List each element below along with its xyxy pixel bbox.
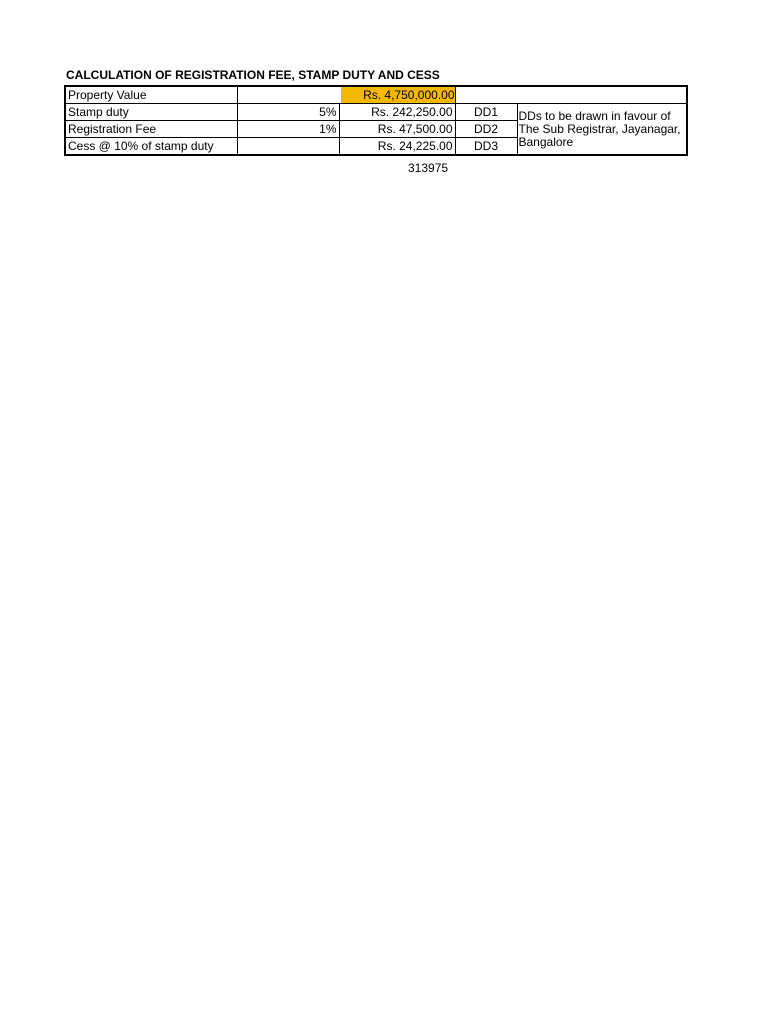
row-rate[interactable]	[237, 138, 339, 156]
row-label[interactable]: Stamp duty	[65, 104, 237, 121]
row-amount[interactable]: Rs. 47,500.00	[339, 121, 455, 138]
table-row	[65, 104, 687, 121]
row-label[interactable]: Cess @ 10% of stamp duty	[65, 138, 237, 156]
property-value-amount: Rs. 4,750,000.00	[341, 87, 455, 103]
row-rate[interactable]: 5%	[237, 104, 339, 121]
row-amount[interactable]: Rs. 242,250.00	[339, 104, 455, 121]
empty-cell[interactable]	[455, 86, 687, 104]
property-value-cell[interactable]	[237, 86, 455, 104]
row-label[interactable]: Property Value	[65, 86, 237, 104]
row-dd[interactable]: DD3	[455, 138, 517, 156]
total-value: 313975	[408, 161, 449, 175]
table-row	[65, 86, 687, 104]
row-rate[interactable]: 1%	[237, 121, 339, 138]
row-label[interactable]: Registration Fee	[65, 121, 237, 138]
sheet-title: CALCULATION OF REGISTRATION FEE, STAMP DUTY AND CESS	[66, 68, 440, 82]
fee-table	[64, 85, 688, 156]
dd-note[interactable]: DDs to be drawn in favour of The Sub Registrar, Jayanagar, Bangalore	[517, 104, 687, 156]
row-amount[interactable]: Rs. 24,225.00	[339, 138, 455, 156]
row-dd[interactable]: DD1	[455, 104, 517, 121]
row-dd[interactable]: DD2	[455, 121, 517, 138]
